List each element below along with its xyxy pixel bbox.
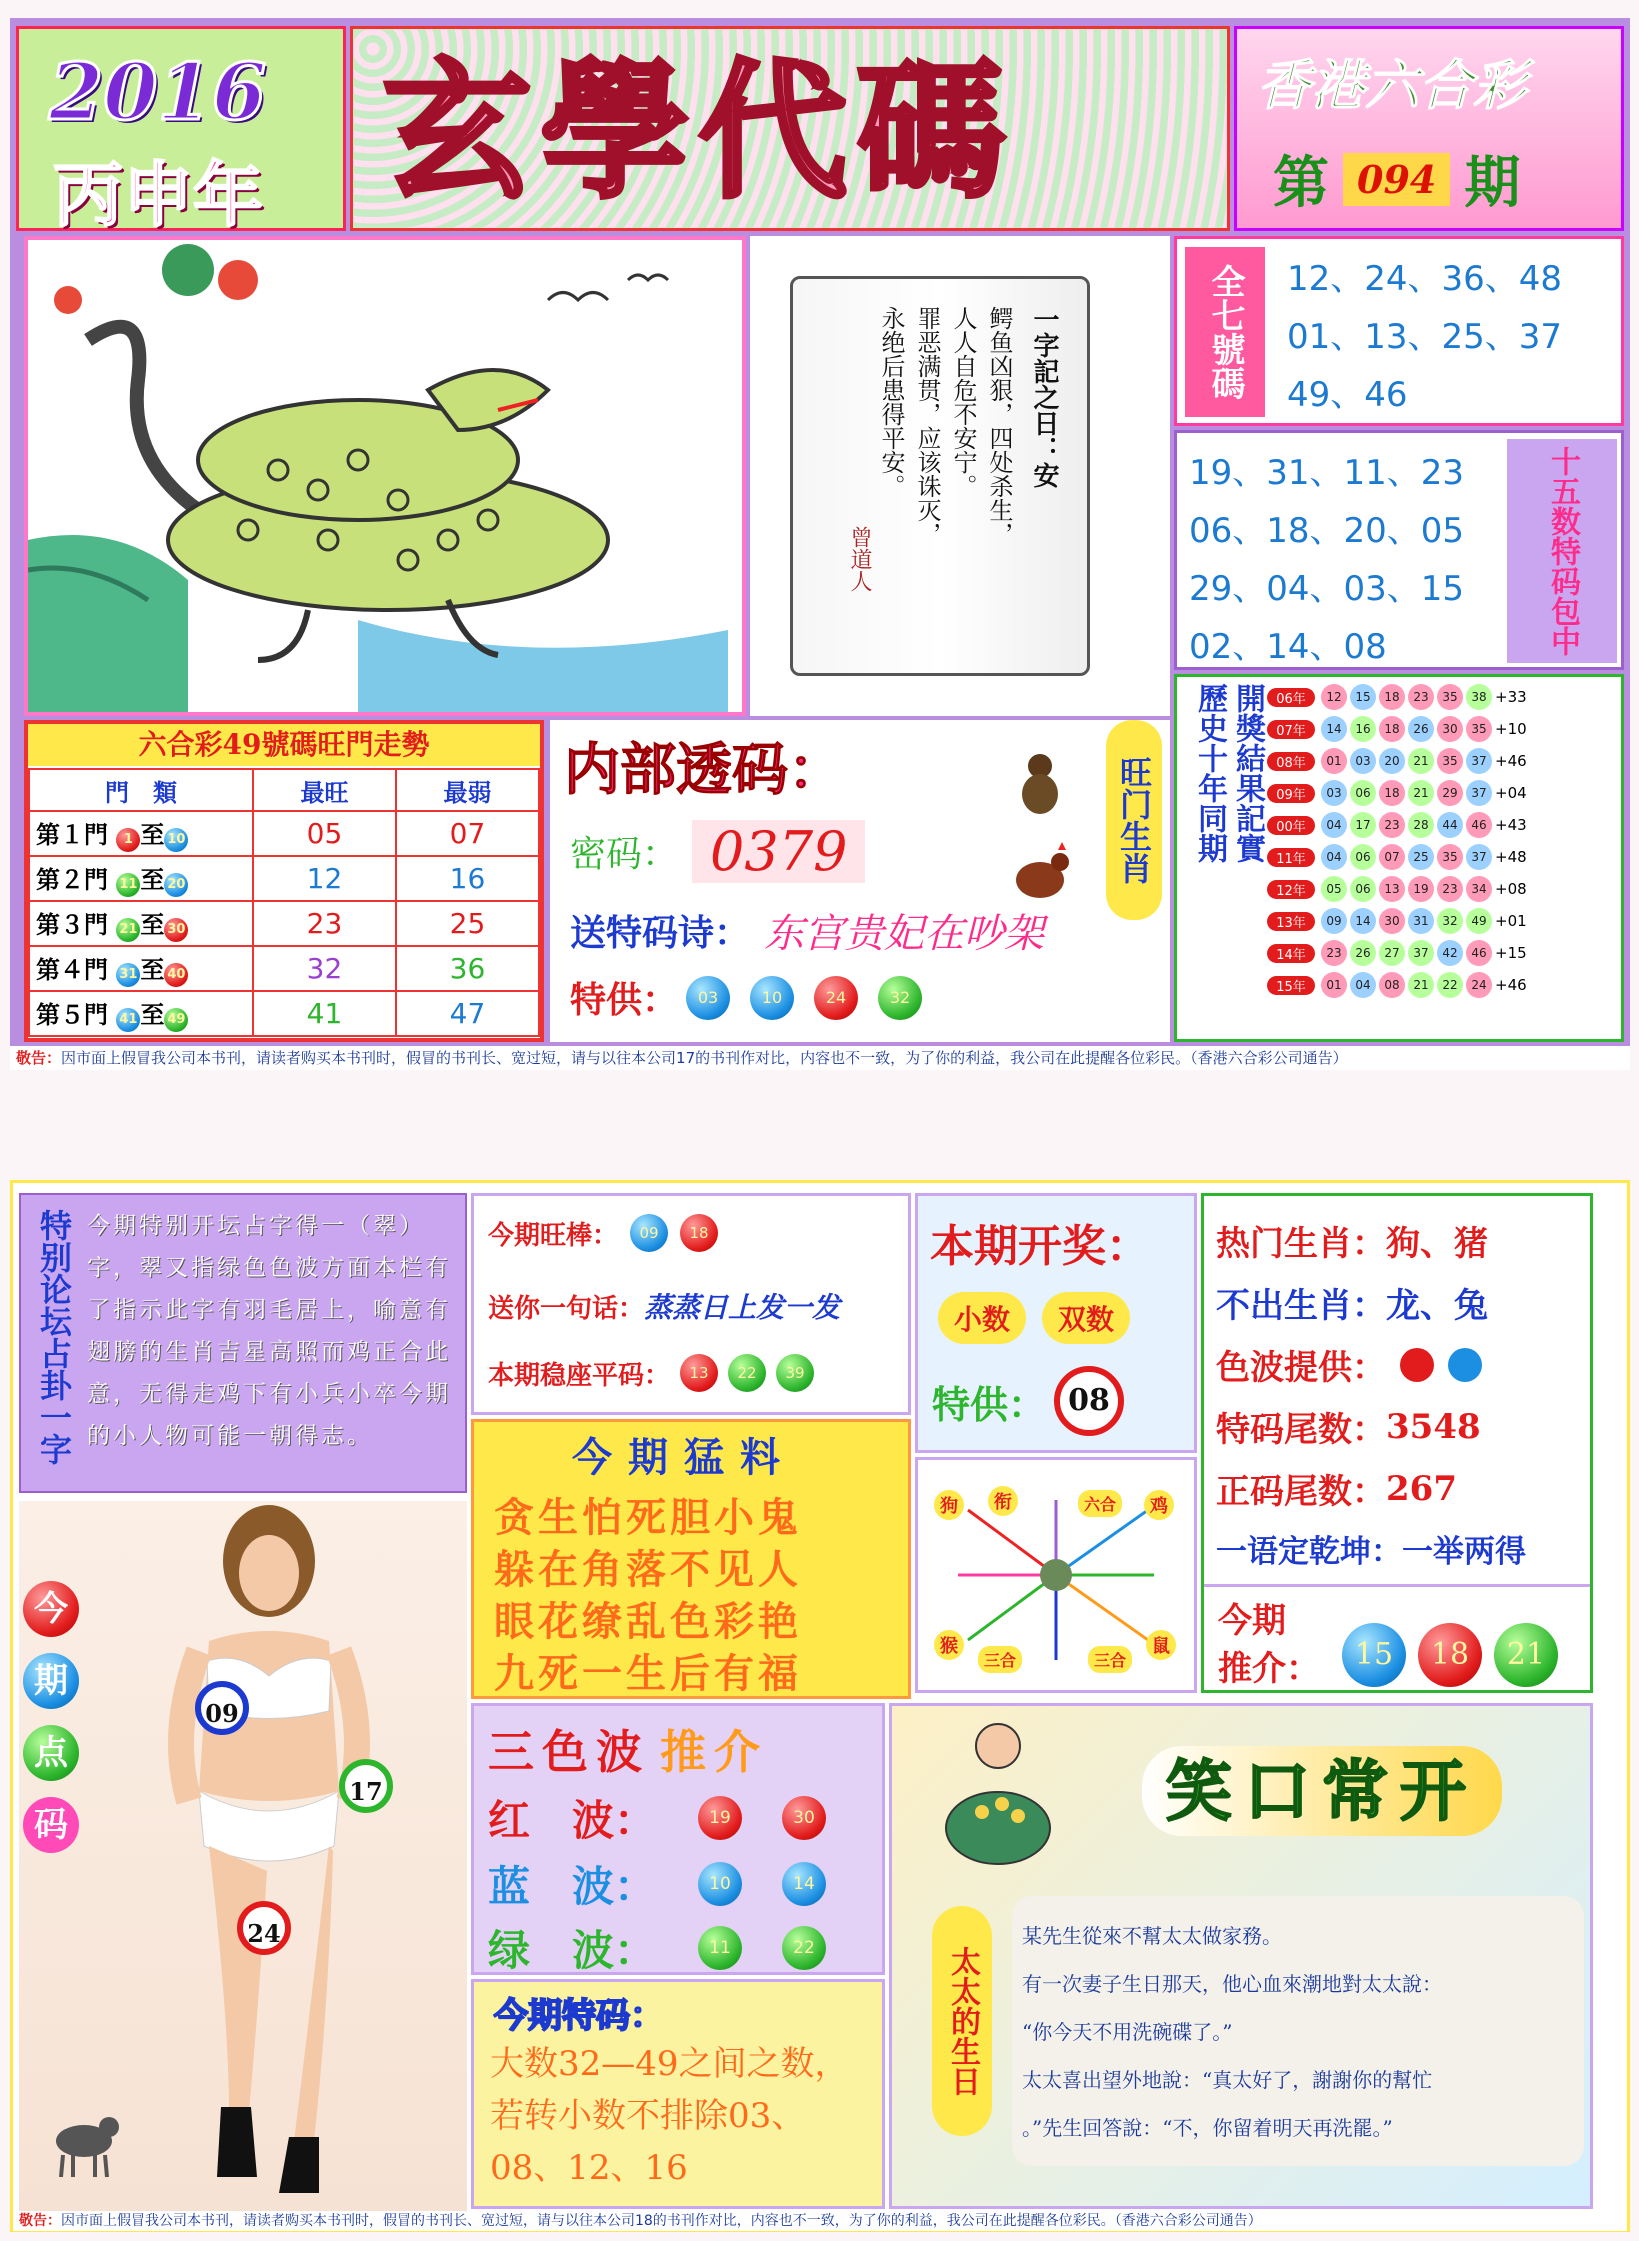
notice-prefix: 敬告： <box>16 1049 62 1067</box>
hot-zodiac-value: 狗、猪 <box>1386 1224 1488 1264</box>
sanse-title <box>488 1716 768 1782</box>
history-label-a: 開獎結果記實 <box>1230 683 1265 863</box>
history-ball: 25 <box>1408 844 1434 870</box>
neibu-title: 内部透码： <box>564 737 844 803</box>
sanse-title-b: 推介 <box>660 1725 768 1779</box>
benqi-tegong-row <box>932 1366 1124 1436</box>
history-ball: 28 <box>1408 812 1434 838</box>
pingma-ball: 39 <box>776 1354 814 1392</box>
trend-door: 第５門 <box>36 1001 108 1029</box>
history-ball: 37 <box>1466 844 1492 870</box>
history-year: 00年 <box>1267 816 1315 835</box>
blue-label: 蓝 波： <box>488 1862 657 1911</box>
red-label: 红 波： <box>488 1796 657 1845</box>
tema-title: 今期特码： <box>494 1996 664 2036</box>
history-row <box>1267 777 1621 809</box>
goat-icon <box>39 2101 129 2181</box>
yiyu-label: 一语定乾坤： <box>1216 1534 1402 1570</box>
weishu-value: 3548 <box>1386 1406 1481 1447</box>
no-zodiac-label: 不出生肖： <box>1216 1286 1386 1326</box>
scroll-poem-2: 人人自危不安宁。 <box>949 306 977 498</box>
wangbang-row <box>488 1214 718 1252</box>
history-ball: 23 <box>1408 684 1434 710</box>
zhengma-row <box>1216 1464 1457 1513</box>
history-ball: 17 <box>1350 812 1376 838</box>
history-ball: 46 <box>1466 940 1492 966</box>
top-notice <box>10 1046 1630 1070</box>
benqi-title: 本期开奖： <box>930 1221 1150 1272</box>
scroll-poem-4: 永绝后患得平安。 <box>877 306 905 498</box>
history-ball: 21 <box>1408 748 1434 774</box>
wangbang-ball: 09 <box>630 1214 668 1252</box>
forum-text: 今期特别开坛占字得一（翠）字，翠又指绿色色波方面本栏有了指示此字有羽毛居上，喻意有翅膀的生肖吉星高照而鸡正合此意，无得走鸡下有小兵小卒今期的小人物可能一朝得志。 <box>87 1213 451 1449</box>
history-ball: 35 <box>1437 844 1463 870</box>
issue-prefix: 第 <box>1273 150 1329 216</box>
sebo-row <box>1216 1340 1482 1389</box>
history-year: 06年 <box>1267 688 1315 707</box>
pingma-row <box>488 1354 814 1392</box>
sanse-box <box>471 1703 885 1975</box>
trend-door: 第１門 <box>36 821 108 849</box>
poem-value: 东宫贵妃在吵架 <box>764 911 1045 957</box>
history-special: +48 <box>1495 848 1527 866</box>
yijuhua-row <box>488 1286 840 1326</box>
history-ball: 30 <box>1379 908 1405 934</box>
tegong-ball: 32 <box>878 976 922 1020</box>
trend-cold: 47 <box>396 991 539 1036</box>
scroll-title: 一字記之日：安 <box>1029 306 1059 488</box>
zhengma-value: 267 <box>1386 1468 1457 1509</box>
trend-header-cold: 最弱 <box>396 769 539 811</box>
trend-door: 第４門 <box>36 956 108 984</box>
history-ball: 42 <box>1437 940 1463 966</box>
quanqi-line-3: 49、46 <box>1287 375 1408 415</box>
xiaokou-box <box>889 1703 1593 2209</box>
red-row <box>488 1788 826 1848</box>
history-ball: 35 <box>1437 684 1463 710</box>
quanqi-label: 全七號碼 <box>1185 247 1265 417</box>
joke-line: 某先生從來不幫太太做家務。 <box>1022 1924 1282 1948</box>
benqi-tag: 双数 <box>1042 1292 1130 1344</box>
history-ball: 27 <box>1379 940 1405 966</box>
joke-box <box>1012 1896 1584 2166</box>
ganzhi: 丙申年 <box>53 153 263 236</box>
wangmen-label: 旺门生肖 <box>1106 720 1162 920</box>
history-special: +33 <box>1495 688 1527 706</box>
trend-hot: 12 <box>253 856 396 901</box>
sanse-title-a: 三色波 <box>488 1725 650 1779</box>
dianma-char: 今 <box>23 1581 79 1637</box>
poem-scroll <box>750 236 1170 716</box>
red-ball: 30 <box>782 1796 826 1840</box>
monkey-icon <box>1010 750 1070 820</box>
quanqi-box <box>1174 236 1624 426</box>
benqi-tag: 小数 <box>938 1292 1026 1344</box>
yiyu-row <box>1216 1526 1526 1571</box>
wangbang-ball: 18 <box>680 1214 718 1252</box>
history-ball: 21 <box>1408 972 1434 998</box>
trend-cold: 07 <box>396 811 539 856</box>
benqi-box <box>915 1193 1197 1453</box>
weishu-row <box>1216 1402 1481 1451</box>
history-ball: 14 <box>1350 908 1376 934</box>
crocodile-illustration <box>24 236 746 716</box>
mengliao-line-2: 躲在角落不见人 <box>494 1546 802 1593</box>
history-ball: 22 <box>1437 972 1463 998</box>
history-row <box>1267 873 1621 905</box>
history-ball: 07 <box>1379 844 1405 870</box>
rooster-icon <box>1006 840 1076 910</box>
history-row <box>1267 937 1621 969</box>
yijuhua-value: 蒸蒸日上发一发 <box>644 1291 841 1324</box>
trend-hot: 05 <box>253 811 396 856</box>
history-ball: 19 <box>1408 876 1434 902</box>
bottom-page <box>10 1180 1630 2232</box>
history-ball: 35 <box>1437 748 1463 774</box>
bottom-notice <box>13 2211 1627 2231</box>
sebo-label: 色波提供： <box>1216 1348 1386 1388</box>
history-special: +01 <box>1495 912 1527 930</box>
history-ball: 26 <box>1408 716 1434 742</box>
history-row <box>1267 905 1621 937</box>
trend-hot: 23 <box>253 901 396 946</box>
blue-ball: 10 <box>698 1862 742 1906</box>
tuijie-label-b: 推介： <box>1218 1649 1320 1689</box>
compass-label: 衔 <box>988 1486 1018 1516</box>
notice-prefix: 敬告： <box>19 2213 61 2229</box>
history-year: 11年 <box>1267 848 1315 867</box>
trend-to-ball: 30 <box>164 918 188 942</box>
quanqi-line-2: 01、13、25、37 <box>1287 317 1563 357</box>
tuijie-ball: 15 <box>1342 1623 1406 1687</box>
trend-header-hot: 最旺 <box>253 769 396 811</box>
compass-label: 鼠 <box>1146 1630 1176 1660</box>
history-special: +10 <box>1495 720 1527 738</box>
history-ball: 13 <box>1379 876 1405 902</box>
history-ball: 38 <box>1466 684 1492 710</box>
green-ball: 11 <box>698 1926 742 1970</box>
scroll-signature: 曾道人 <box>847 526 872 592</box>
year: 2016 <box>49 47 267 138</box>
history-ball: 14 <box>1321 716 1347 742</box>
crocodile-drawing <box>28 240 742 712</box>
wangbang-label: 今期旺棒： <box>488 1220 619 1251</box>
history-ball: 05 <box>1321 876 1347 902</box>
history-row <box>1267 713 1621 745</box>
history-ball: 37 <box>1466 748 1492 774</box>
history-ball: 08 <box>1379 972 1405 998</box>
teshu-line-3: 29、04、03、15 <box>1189 569 1465 609</box>
trend-to-ball: 20 <box>164 873 188 897</box>
trend-door: 第３門 <box>36 911 108 939</box>
history-ball: 06 <box>1350 876 1376 902</box>
trend-from-ball: 41 <box>116 1008 140 1032</box>
history-row <box>1267 969 1621 1001</box>
trend-row-label: 第４門 31 至 40 <box>29 946 253 991</box>
trend-row-label: 第１門 1 至 10 <box>29 811 253 856</box>
history-ball: 32 <box>1437 908 1463 934</box>
history-ball: 04 <box>1321 844 1347 870</box>
trend-hot: 41 <box>253 991 396 1036</box>
tegong-row <box>570 972 922 1023</box>
header-brand-box <box>1234 26 1624 231</box>
history-ball: 49 <box>1466 908 1492 934</box>
tegong-ball: 03 <box>686 976 730 1020</box>
trend-table <box>28 768 540 1037</box>
history-ball: 34 <box>1466 876 1492 902</box>
pingma-ball: 22 <box>728 1354 766 1392</box>
header-title-box <box>350 26 1230 231</box>
history-ball: 03 <box>1350 748 1376 774</box>
benqi-tegong-label: 特供： <box>932 1381 1047 1427</box>
issue <box>1273 139 1520 219</box>
teshu-box <box>1174 430 1624 670</box>
zhengma-label: 正码尾数： <box>1216 1472 1386 1512</box>
history-ball: 23 <box>1379 812 1405 838</box>
history-row <box>1267 681 1621 713</box>
tema-text: 大数32—49之间之数，若转小数不排除03、08、12、16 <box>490 2044 849 2188</box>
forum-label: 特别论坛占卦一字 <box>35 1209 73 1465</box>
history-ball: 37 <box>1408 940 1434 966</box>
blue-dot <box>1448 1348 1482 1382</box>
trend-to-ball: 49 <box>164 1008 188 1032</box>
history-ball: 04 <box>1350 972 1376 998</box>
quanqi-line-1: 12、24、36、48 <box>1287 259 1563 299</box>
mengliao-line-3: 眼花缭乱色彩艳 <box>494 1598 802 1645</box>
history-row <box>1267 745 1621 777</box>
model-figure <box>129 1501 409 2217</box>
joke-line: 。”先生回答說：“不，你留着明天再洗罷。” <box>1022 2116 1393 2140</box>
history-year: 12年 <box>1267 880 1315 899</box>
header-year-box <box>16 26 346 236</box>
top-page <box>10 18 1630 1070</box>
forum-box <box>19 1193 467 1493</box>
hot-zodiac-label: 热门生肖： <box>1216 1224 1386 1264</box>
pingma-label: 本期稳座平码： <box>488 1360 671 1391</box>
green-label: 绿 波： <box>488 1926 657 1975</box>
mima-value: 0379 <box>692 820 865 883</box>
mima-label: 密码： <box>570 834 679 875</box>
benqi-tags <box>938 1292 1130 1344</box>
pingma-ball: 13 <box>680 1354 718 1392</box>
compass-box <box>915 1457 1197 1693</box>
green-row <box>488 1918 826 1978</box>
main-title: 玄學代碼 <box>383 44 1015 218</box>
trend-cold: 25 <box>396 901 539 946</box>
compass-label: 鸡 <box>1144 1490 1174 1520</box>
history-ball: 16 <box>1350 716 1376 742</box>
tegong-ball: 24 <box>814 976 858 1020</box>
model-ball: 09 <box>195 1681 249 1735</box>
trend-from-ball: 21 <box>116 918 140 942</box>
red-dot <box>1400 1348 1434 1382</box>
history-ball: 18 <box>1379 716 1405 742</box>
neibu-box <box>550 720 1170 1042</box>
trend-door: 第２門 <box>36 866 108 894</box>
history-special: +15 <box>1495 944 1527 962</box>
scroll-poem-3: 罪恶满贯，应该诛灭， <box>913 306 941 546</box>
history-special: +46 <box>1495 752 1527 770</box>
trend-to-ball: 40 <box>164 963 188 987</box>
dianma-label <box>23 1581 83 1853</box>
notice-text: 因市面上假冒我公司本书刊，请读者购买本书刊时，假冒的书刊长、宽过短，请与以往本公司18的书刊作对比，内容也不一致，为了你的利益，我公司在此提醒各位彩民。（香港六合彩公司通告） <box>61 2213 1262 2229</box>
history-ball: 01 <box>1321 972 1347 998</box>
mengliao-line-1: 贪生怕死胆小鬼 <box>494 1494 802 1541</box>
dianma-char: 期 <box>23 1653 79 1709</box>
history-ball: 26 <box>1350 940 1376 966</box>
history-ball: 24 <box>1466 972 1492 998</box>
history-special: +08 <box>1495 880 1527 898</box>
tuijie-label-a: 今期 <box>1218 1601 1286 1641</box>
history-ball: 37 <box>1466 780 1492 806</box>
history-ball: 20 <box>1379 748 1405 774</box>
scroll-poem-1: 鳄鱼凶狠，四处杀生， <box>985 306 1013 546</box>
history-label-b: 歷史十年同期 <box>1192 683 1227 863</box>
compass-label: 狗 <box>934 1490 964 1520</box>
blue-row <box>488 1854 826 1914</box>
history-ball: 18 <box>1379 780 1405 806</box>
weishu-label: 特码尾数： <box>1216 1410 1386 1450</box>
history-ball: 03 <box>1321 780 1347 806</box>
history-ball: 18 <box>1379 684 1405 710</box>
history-ball: 30 <box>1437 716 1463 742</box>
history-ball: 06 <box>1350 844 1376 870</box>
tegong-label: 特供： <box>570 979 679 1021</box>
trend-row-label: 第５門 41 至 49 <box>29 991 253 1036</box>
history-ball: 44 <box>1437 812 1463 838</box>
trend-from-ball: 31 <box>116 963 140 987</box>
joke-line: 有一次妻子生日那天，他心血來潮地對太太說： <box>1022 1972 1442 1996</box>
no-zodiac-row <box>1216 1278 1488 1327</box>
history-row <box>1267 841 1621 873</box>
trend-cold: 16 <box>396 856 539 901</box>
hot-zodiac-row <box>1216 1216 1488 1265</box>
history-ball: 06 <box>1350 780 1376 806</box>
history-special: +46 <box>1495 976 1527 994</box>
trend-from-ball: 1 <box>116 828 140 852</box>
history-ball: 23 <box>1321 940 1347 966</box>
history-year: 07年 <box>1267 720 1315 739</box>
green-ball: 22 <box>782 1926 826 1970</box>
history-ball: 21 <box>1408 780 1434 806</box>
history-year: 13年 <box>1267 912 1315 931</box>
history-special: +04 <box>1495 784 1527 802</box>
birthday-label: 太太的生日 <box>932 1906 992 2136</box>
history-ball: 31 <box>1408 908 1434 934</box>
trend-table-box <box>24 720 544 1042</box>
history-ball: 12 <box>1321 684 1347 710</box>
history-year: 14年 <box>1267 944 1315 963</box>
compass-label: 三合 <box>978 1646 1022 1673</box>
model-box <box>19 1501 467 2221</box>
compass-label: 六合 <box>1078 1490 1122 1517</box>
tuijie-box <box>1204 1584 1590 1690</box>
teshu-line-4: 02、14、08 <box>1189 627 1387 667</box>
history-row <box>1267 809 1621 841</box>
history-ball: 46 <box>1466 812 1492 838</box>
trend-row-label: 第３門 21 至 30 <box>29 901 253 946</box>
mengliao-title: 今期猛料 <box>572 1434 796 1481</box>
history-special: +43 <box>1495 816 1527 834</box>
teshu-line-2: 06、18、20、05 <box>1189 511 1465 551</box>
history-year: 09年 <box>1267 784 1315 803</box>
yijuhua-label: 送你一句话： <box>488 1293 645 1324</box>
blue-ball: 14 <box>782 1862 826 1906</box>
yiyu-value: 一举两得 <box>1402 1534 1526 1570</box>
history-rows <box>1267 681 1621 1001</box>
model-ball: 17 <box>339 1759 393 1813</box>
dianma-char: 点 <box>23 1725 79 1781</box>
zodiac-box <box>1201 1193 1593 1693</box>
compass-label: 猴 <box>934 1630 964 1660</box>
compass-label: 三合 <box>1088 1646 1132 1673</box>
trend-title: 六合彩49號碼旺門走勢 <box>28 724 540 766</box>
tegong-ball: 10 <box>750 976 794 1020</box>
joke-line: 太太喜出望外地說：“真太好了，謝謝你的幫忙 <box>1022 2068 1433 2092</box>
history-ball: 15 <box>1350 684 1376 710</box>
tema-box <box>471 1979 885 2209</box>
poem-row <box>570 902 1044 959</box>
benqi-tegong-ball: 08 <box>1054 1366 1124 1436</box>
tuijie-ball: 21 <box>1494 1623 1558 1687</box>
mengliao-line-4: 九死一生后有福 <box>494 1650 802 1697</box>
mima-row <box>570 820 865 883</box>
trend-header-type: 門 類 <box>29 769 253 811</box>
joke-line: “你今天不用洗碗碟了。” <box>1022 2020 1233 2044</box>
history-year: 08年 <box>1267 752 1315 771</box>
money-man-icon <box>932 1716 1062 1866</box>
issue-suffix: 期 <box>1464 150 1521 216</box>
teshu-label: 十五数特码包中 <box>1507 439 1617 663</box>
history-year: 15年 <box>1267 976 1315 995</box>
tuijie-ball: 18 <box>1418 1623 1482 1687</box>
history-ball: 09 <box>1321 908 1347 934</box>
wangbang-box <box>471 1193 911 1415</box>
dianma-char: 码 <box>23 1797 79 1853</box>
model-ball: 24 <box>237 1901 291 1955</box>
poem-label: 送特码诗： <box>570 912 751 954</box>
brand: 香港六合彩 <box>1257 53 1527 117</box>
history-ball: 23 <box>1437 876 1463 902</box>
trend-cold: 36 <box>396 946 539 991</box>
history-ball: 29 <box>1437 780 1463 806</box>
history-ball: 01 <box>1321 748 1347 774</box>
trend-row-label: 第２門 11 至 20 <box>29 856 253 901</box>
mengliao-box <box>471 1419 911 1699</box>
issue-number: 094 <box>1343 153 1450 206</box>
no-zodiac-value: 龙、兔 <box>1386 1286 1488 1326</box>
trend-from-ball: 11 <box>116 873 140 897</box>
history-box <box>1174 674 1624 1042</box>
history-ball: 04 <box>1321 812 1347 838</box>
teshu-line-1: 19、31、11、23 <box>1189 453 1465 493</box>
trend-to-ball: 10 <box>164 828 188 852</box>
history-ball: 35 <box>1466 716 1492 742</box>
notice-text: 因市面上假冒我公司本书刊，请读者购买本书刊时，假冒的书刊长、宽过短，请与以往本公司17的书刊作对比，内容也不一致，为了你的利益，我公司在此提醒各位彩民。（香港六合彩公司通告） <box>61 1049 1348 1067</box>
red-ball: 19 <box>698 1796 742 1840</box>
trend-hot: 32 <box>253 946 396 991</box>
xiaokou-title: 笑口常开 <box>1142 1746 1502 1836</box>
